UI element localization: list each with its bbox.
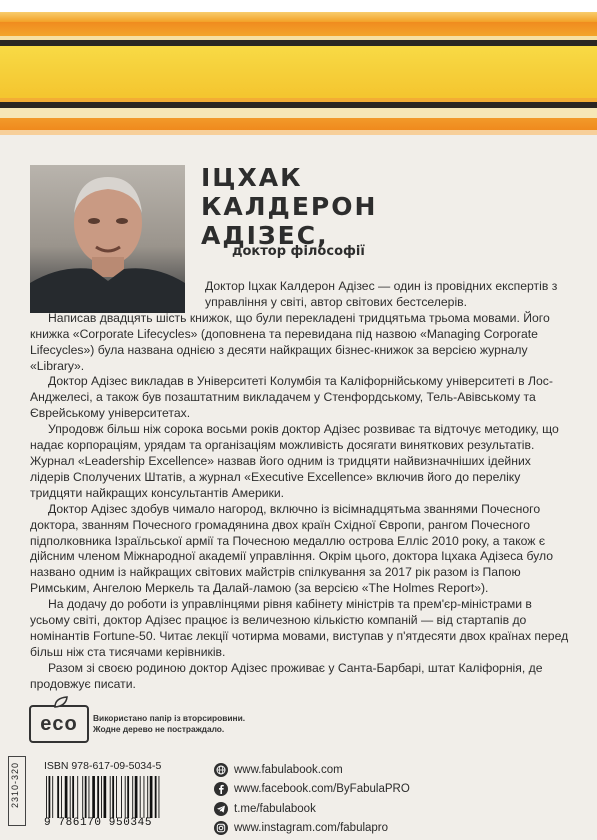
- barcode-bar: [46, 776, 47, 818]
- header-stripes: [0, 0, 597, 140]
- barcode-bar: [65, 776, 68, 818]
- publisher-links: [214, 760, 410, 838]
- telegram-icon: [214, 802, 228, 816]
- author-bio: [30, 279, 570, 693]
- bio-paragraph: Доктор Адізес викладав в Університеті Колумбія та Каліфорнійському університеті в Лос-Анджелесі, а також був позаштатним викладачем у Стенфордському, Тель-Авівському та Єврейському університетах.: [30, 374, 553, 421]
- barcode-bar: [104, 776, 107, 818]
- barcode-bar: [77, 776, 78, 818]
- barcode-bar: [155, 776, 157, 818]
- isbn-label: ISBN 978-617-09-5034-5: [44, 760, 162, 772]
- author-name-line: ІЦХАК: [201, 163, 303, 192]
- barcode-bar: [140, 776, 141, 818]
- barcode-bar: [70, 776, 71, 818]
- eco-logo: [29, 705, 89, 743]
- bio-paragraph: Разом зі своєю родиною доктор Адізес проживає у Санта-Барбарі, штат Каліфорнія, де продовжує писати.: [30, 660, 543, 691]
- barcode-bar: [52, 776, 53, 818]
- barcode-bar: [159, 776, 160, 818]
- barcode-bar: [82, 776, 83, 818]
- barcode-bar: [127, 776, 129, 818]
- link-text: www.facebook.com/ByFabulaPRO: [234, 783, 410, 796]
- barcode-bar: [72, 776, 74, 818]
- eco-note-line: Жодне дерево не постраждало.: [93, 724, 225, 734]
- author-name-line: АДІЗЕС,: [201, 221, 329, 250]
- link-text: www.instagram.com/fabulapro: [234, 822, 389, 835]
- eco-note: [93, 713, 253, 735]
- stripe: [0, 108, 597, 118]
- barcode-bar: [121, 776, 122, 818]
- barcode-bar: [135, 776, 138, 818]
- barcode-bar: [110, 776, 111, 818]
- author-name: [201, 163, 521, 250]
- link-text: www.fabulabook.com: [234, 763, 343, 776]
- instagram-icon: [214, 821, 228, 835]
- instagram-link[interactable]: [214, 819, 410, 839]
- barcode-bar: [125, 776, 126, 818]
- barcode-bar: [112, 776, 114, 818]
- bio-paragraph: На додачу до роботи із управлінцями рівня кабінету міністрів та прем'єр-міністрами в усьому світі, доктор Адізес працює із величезною кількістю компаній — від стартапів до номінантів Fortune-50. Читає лекції чотирма мовами, виступав у п'ятдесяти двох країнах перед більш ніж ста тисячами керівників.: [30, 597, 569, 659]
- globe-icon: [214, 763, 228, 777]
- barcode-bar: [150, 776, 153, 818]
- author-degree: доктор філософії: [232, 244, 365, 259]
- stripe: [0, 12, 597, 22]
- eco-logo-text: eco: [40, 712, 78, 735]
- barcode-bar: [144, 776, 145, 818]
- bio-paragraph: Упродовж більш ніж сорока восьми років доктор Адізес розвиває та відточує методику, що надає корпораціям, урядам та організаціям можливість досягати виняткових результатів. Журнал «Leadership Excellence» назвав його одним із тридцяти найвизначніших ідейних лідерів Сполучених Штатів, а журнал «Executive Excellence» включив його до переліку тридцяти найкращих консультантів Америки.: [30, 422, 559, 500]
- barcode: [44, 776, 204, 818]
- stripe: [0, 22, 597, 36]
- barcode-digits: 9 786170 950345: [44, 817, 153, 829]
- author-name-line: КАЛДЕРОН: [201, 192, 378, 221]
- stripe: [0, 46, 597, 98]
- barcode-bar: [61, 776, 62, 818]
- bio-paragraph: Доктор Адізес здобув чимало нагород, включно із вісімнадцятьма званнями Почесного доктора, званням Почесного громадянина двох країн Східної Європи, рангом Почесного підполковника Ізраїльської армії та Почесною медаллю острова Елліс 2010 року, а також є дійсним членом Міжнародної академії управління. Окрім цього, доктора Іцхака Адізеса було названо одним із найкращих світових майстрів спілкування за 2017 рік разом із Папою Римським, Ангелою Меркель та Далай-ламою (за версією «The Holmes Report»).: [30, 501, 554, 596]
- barcode-bar: [85, 776, 87, 818]
- barcode-bar: [116, 776, 117, 818]
- link-text: t.me/fabulabook: [234, 802, 316, 815]
- leaf-icon: [53, 696, 69, 708]
- stripe: [0, 0, 597, 12]
- barcode-bar: [147, 776, 148, 818]
- barcode-bar: [57, 776, 59, 818]
- bio-paragraph: Доктор Іцхак Калдерон Адізес — один із провідних експертів з управління у світі, автор світових бестселерів.: [205, 279, 558, 309]
- facebook-icon: [214, 782, 228, 796]
- barcode-bar: [49, 776, 51, 818]
- telegram-link[interactable]: [214, 799, 410, 819]
- stripe: [0, 130, 597, 135]
- bio-paragraph: Написав двадцять шість книжок, що були перекладені тридцятьма трьома мовами. Його книжка «Corporate Lifecycles» (доповнена та перевидана під назвою «Managing Corporate Lifecycles») була названа однією з десяти найкращих бізнес-книжок за версією журналу «Library».: [30, 310, 550, 373]
- barcode-bar: [132, 776, 133, 818]
- facebook-link[interactable]: [214, 780, 410, 800]
- eco-note-line: Використано папір із вторсировини.: [93, 713, 246, 723]
- barcode-bar: [92, 776, 95, 818]
- website-link[interactable]: [214, 760, 410, 780]
- barcode-bar: [101, 776, 102, 818]
- vertical-code: 2310-320: [10, 762, 20, 809]
- barcode-bar: [89, 776, 90, 818]
- barcode-bar: [97, 776, 99, 818]
- stripe: [0, 118, 597, 130]
